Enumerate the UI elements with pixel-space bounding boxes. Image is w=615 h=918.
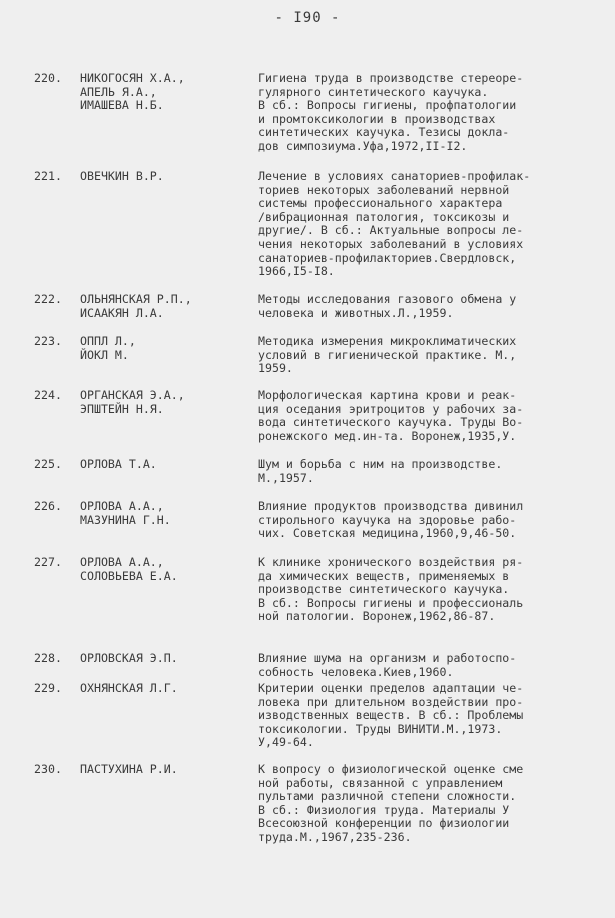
citation-line: В сб.: Вопросы гигиены и профессиональ xyxy=(258,595,524,610)
author-name: ИСААКЯН Л.А. xyxy=(80,305,164,320)
entry-number: 224. xyxy=(34,388,62,402)
citation-line: Морфологическая картина крови и реак- xyxy=(258,388,517,402)
entry-authors xyxy=(80,652,250,666)
citation-line: Лечение в условиях санаториев-профилак- xyxy=(258,169,531,183)
entry-number: 222. xyxy=(34,292,62,306)
citation-line: гулярного синтетического каучука. xyxy=(258,84,489,99)
entry-authors xyxy=(80,335,250,362)
citation-line: стирольного каучука на здоровье рабо- xyxy=(258,512,517,527)
citation-line: да химических веществ, применяемых в xyxy=(258,568,510,583)
page-number: - I90 - xyxy=(274,10,341,26)
author-name: ИМАШЕВА Н.Б. xyxy=(80,98,164,113)
citation-line: системы профессионального характера xyxy=(258,196,503,211)
citation-line: собность человека.Киев,1960. xyxy=(258,664,454,679)
entry-number: 228. xyxy=(34,651,62,665)
citation-line: ронежского мед.ин-та. Воронеж,1935,У. xyxy=(258,428,517,443)
entry-citation xyxy=(258,763,610,845)
entry-authors xyxy=(80,500,250,527)
citation-line: Методика измерения микроклиматических xyxy=(258,334,517,348)
citation-line: синтетических каучука. Тезисы докла- xyxy=(258,125,510,140)
entry-citation xyxy=(258,682,610,750)
citation-line: Методы исследования газового обмена у xyxy=(258,292,517,306)
citation-line: другие/. В сб.: Актуальные вопросы ле- xyxy=(258,223,524,238)
entry-number: 223. xyxy=(34,334,62,348)
entry-authors xyxy=(80,72,250,113)
author-name: АПЕЛЬ Я.А., xyxy=(80,84,157,99)
citation-line: К вопросу о физиологической оценке сме xyxy=(258,762,524,776)
citation-line: 1959. xyxy=(258,361,293,376)
citation-line: В сб.: Вопросы гигиены, профпатологии xyxy=(258,98,517,113)
author-name: ОППЛ Л., xyxy=(80,334,136,348)
citation-line: чения некоторых заболеваний в условиях xyxy=(258,236,524,251)
author-name: МАЗУНИНА Г.Н. xyxy=(80,512,171,527)
entry-citation xyxy=(258,293,610,320)
citation-line: ториев некоторых заболеваний нервной xyxy=(258,182,510,197)
citation-line: Гигиена труда в производстве стереоре- xyxy=(258,71,524,85)
entry-citation xyxy=(258,458,610,485)
citation-line: токсикологии. Труды ВИНИТИ.М.,1973. xyxy=(258,721,503,736)
citation-line: производстве синтетического каучука. xyxy=(258,582,510,597)
author-name: ОРЛОВСКАЯ Э.П. xyxy=(80,651,178,665)
citation-line: ловека при длительном воздействии про- xyxy=(258,694,524,709)
entry-authors xyxy=(80,293,250,320)
author-name: ПАСТУХИНА Р.И. xyxy=(80,762,178,776)
entry-authors xyxy=(80,763,250,777)
author-name: ОХНЯНСКАЯ Л.Г. xyxy=(80,681,178,695)
entry-citation xyxy=(258,389,610,443)
citation-line: пультами различной степени сложности. xyxy=(258,789,517,804)
entry-number: 230. xyxy=(34,762,62,776)
citation-line: Влияние шума на организм и работоспо- xyxy=(258,651,517,665)
entry-number: 225. xyxy=(34,457,62,471)
citation-line: санаториев-профилакториев.Свердловск, xyxy=(258,250,517,265)
entry-number: 229. xyxy=(34,681,62,695)
entry-number: 227. xyxy=(34,555,62,569)
entry-authors xyxy=(80,556,250,583)
citation-line: условий в гигиенической практике. М., xyxy=(258,347,517,362)
citation-line: ной работы, связанной с управлением xyxy=(258,775,503,790)
author-name: ОРГАНСКАЯ Э.А., xyxy=(80,388,185,402)
citation-line: Шум и борьба с ним на производстве. xyxy=(258,457,503,471)
citation-line: изводственных веществ. В сб.: Проблемы xyxy=(258,708,524,723)
citation-line: человека и животных.Л.,1959. xyxy=(258,305,454,320)
citation-line: ной патологии. Воронеж,1962,86-87. xyxy=(258,609,496,624)
citation-line: /вибрационная патология, токсикозы и xyxy=(258,209,510,224)
citation-line: Всесоюзной конференции по физиологии xyxy=(258,816,510,831)
entry-number: 221. xyxy=(34,169,62,183)
citation-line: К клинике хронического воздействия ря- xyxy=(258,555,524,569)
author-name: ОРЛОВА А.А., xyxy=(80,499,164,513)
citation-line: 1966,I5-I8. xyxy=(258,264,335,279)
entry-citation xyxy=(258,72,610,154)
citation-line: Критерии оценки пределов адаптации че- xyxy=(258,681,524,695)
entry-citation xyxy=(258,556,610,624)
citation-line: Влияние продуктов производства дивинил xyxy=(258,499,524,513)
citation-line: вода синтетического каучука. Труды Во- xyxy=(258,415,524,430)
entry-citation xyxy=(258,652,610,679)
author-name: ОРЛОВА А.А., xyxy=(80,555,164,569)
entry-authors xyxy=(80,458,250,472)
author-name: ЙОКЛ М. xyxy=(80,347,129,362)
author-name: СОЛОВЬЕВА Е.А. xyxy=(80,568,178,583)
entry-authors xyxy=(80,389,250,416)
author-name: ОЛЬНЯНСКАЯ Р.П., xyxy=(80,292,192,306)
citation-line: ция оседания эритроцитов у рабочих за- xyxy=(258,401,524,416)
citation-line: дов симпозиума.Уфа,1972,II-I2. xyxy=(258,138,468,153)
entry-authors xyxy=(80,682,250,696)
citation-line: труда.М.,1967,235-236. xyxy=(258,829,412,844)
entry-number: 226. xyxy=(34,499,62,513)
author-name: ЭПШТЕЙН Н.Я. xyxy=(80,401,164,416)
citation-line: В сб.: Физиология труда. Материалы У xyxy=(258,802,510,817)
author-name: НИКОГОСЯН Х.А., xyxy=(80,71,185,85)
citation-line: и промтоксикологии в производствах xyxy=(258,111,496,126)
entry-authors xyxy=(80,170,250,184)
author-name: ОВЕЧКИН В.Р. xyxy=(80,169,164,183)
entry-citation xyxy=(258,500,610,541)
citation-line: У,49-64. xyxy=(258,735,314,750)
citation-line: чих. Советская медицина,1960,9,46-50. xyxy=(258,526,517,541)
citation-line: М.,1957. xyxy=(258,470,314,485)
author-name: ОРЛОВА Т.А. xyxy=(80,457,157,471)
entry-citation xyxy=(258,335,610,376)
entry-citation xyxy=(258,170,610,279)
entry-number: 220. xyxy=(34,71,62,85)
